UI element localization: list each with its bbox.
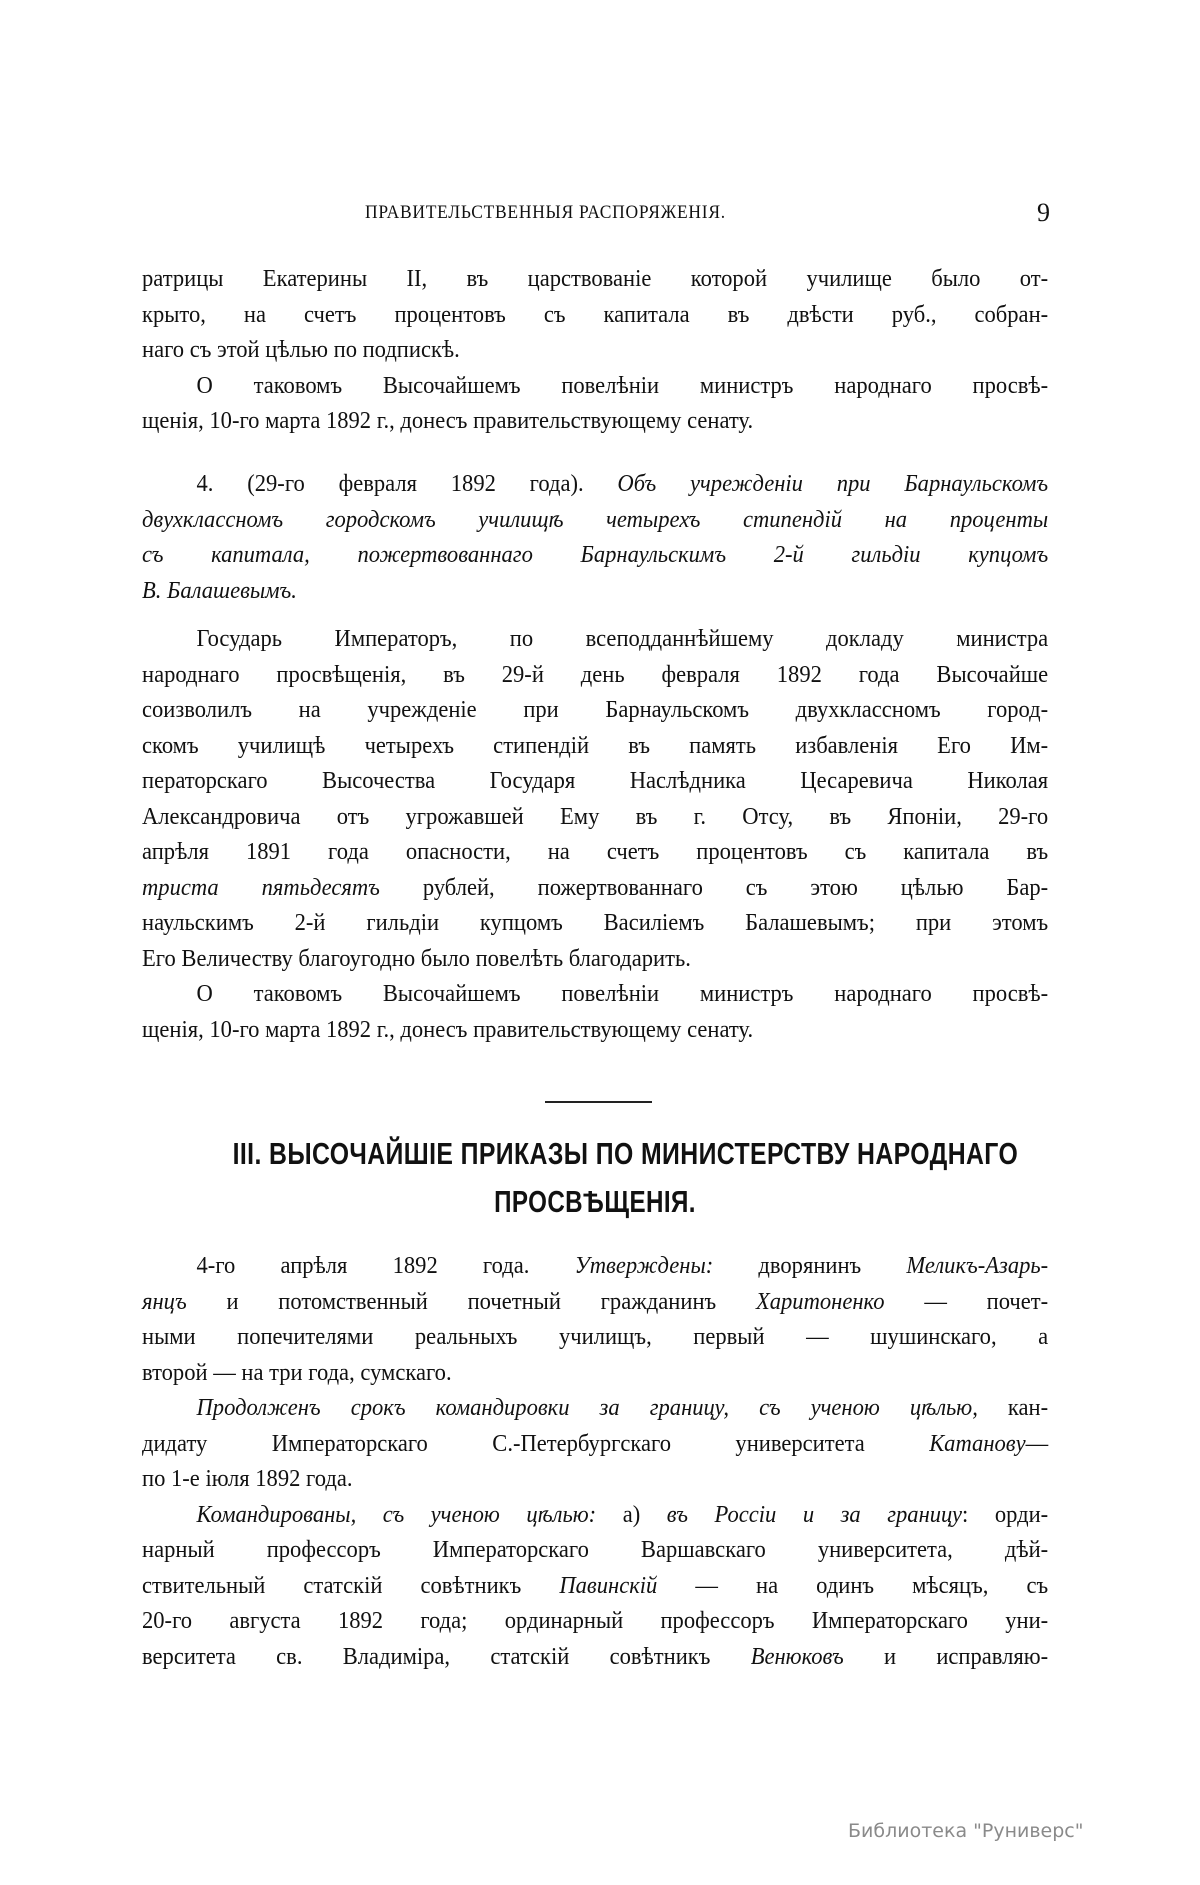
text-line: [142, 538, 1048, 574]
text-line: [142, 1320, 1048, 1356]
section-heading-line-1: III. ВЫСОЧАЙШІЕ ПРИКАЗЫ ПО МИНИСТЕРСТВУ НАРОДНАГО: [232, 1136, 1019, 1171]
text-line: [142, 404, 1048, 440]
text-segment: ператорскаго Высочества Государя Наслѣдника Цесаревича Николая: [142, 768, 1049, 794]
text-segment: —: [1025, 1430, 1049, 1457]
text-segment: нарный профессоръ Императорскаго Варшавскаго университета, дѣй-: [142, 1537, 1049, 1563]
text-line: [142, 729, 1048, 765]
text-segment: 4-го апрѣля 1892 года.: [196, 1253, 575, 1279]
text-line: [142, 871, 1048, 907]
text-line: [142, 1498, 1048, 1534]
italic-text-segment: янцъ: [142, 1288, 187, 1315]
italic-text-segment: Катанову: [929, 1430, 1026, 1457]
text-segment: — на одинъ мѣсяцъ, съ: [657, 1572, 1049, 1599]
italic-text-segment: триста пятьдесятъ: [142, 874, 380, 901]
section-heading-line-2: ПРОСВѢЩЕНІЯ.: [494, 1184, 696, 1219]
text-line: [142, 1604, 1048, 1640]
text-line: [142, 1640, 1048, 1676]
text-line: [142, 1356, 1048, 1392]
text-segment: кан-: [977, 1395, 1049, 1421]
section-separator: [545, 1101, 652, 1103]
text-segment: ратрицы Екатерины II, въ царствованіе которой училище было от-: [142, 266, 1049, 292]
text-line: [142, 574, 1048, 610]
text-line: [142, 1391, 1048, 1427]
text-segment: по 1-е іюля 1892 года.: [142, 1466, 353, 1492]
text-line: [142, 977, 1048, 1013]
text-segment: Государь Императоръ, по всеподданнѣйшему докладу министра: [196, 626, 1049, 652]
text-line: [142, 658, 1048, 694]
italic-text-segment: В. Балашевымъ.: [142, 577, 297, 604]
text-segment: дворянинъ: [713, 1253, 907, 1279]
library-watermark: Библиотека "Руниверс": [848, 1820, 1084, 1842]
text-line: [142, 800, 1048, 836]
italic-text-segment: Объ учрежденіи при Барнаульскомъ: [617, 471, 1049, 497]
text-segment: верситета св. Владиміра, статскій совѣтникъ: [142, 1643, 751, 1670]
italic-text-segment: Утверждены:: [574, 1253, 714, 1279]
text-line: [142, 1427, 1048, 1463]
text-segment: ствительный статскій совѣтникъ: [142, 1572, 560, 1599]
italic-text-segment: Харитоненко: [755, 1288, 885, 1315]
text-segment: О таковомъ Высочайшемъ повелѣніи министръ народнаго просвѣ-: [196, 981, 1049, 1007]
text-line: [142, 906, 1048, 942]
text-segment: дидату Императорскаго С.-Петербургскаго университета: [142, 1430, 930, 1457]
orders-paragraphs: [142, 1249, 1048, 1675]
text-line: [142, 1249, 1048, 1285]
text-segment: второй — на три года, сумскаго.: [142, 1359, 452, 1386]
text-segment: Его Величеству благоугодно было повелѣть благодарить.: [142, 945, 691, 972]
text-segment: апрѣля 1891 года опасности, на счетъ процентовъ съ капитала въ: [142, 839, 1049, 865]
paragraph-continuation: [142, 262, 1048, 440]
italic-text-segment: Меликъ-Азарь-: [906, 1253, 1049, 1279]
text-segment: крыто, на счетъ процентовъ съ капитала въ двѣсти руб., собран-: [142, 301, 1049, 328]
text-segment: скомъ училищѣ четырехъ стипендій въ память избавленія Его Им-: [142, 732, 1049, 759]
italic-text-segment: въ Россіи и за границу: [666, 1501, 963, 1528]
text-line: [142, 1533, 1048, 1569]
text-segment: и исправляю-: [843, 1643, 1049, 1670]
text-line: [142, 467, 1048, 503]
text-line: [142, 835, 1048, 871]
text-line: [142, 942, 1048, 978]
section-heading: [142, 1130, 1048, 1226]
decree-paragraph: [142, 622, 1048, 1048]
text-segment: О таковомъ Высочайшемъ повелѣніи министръ народнаго просвѣ-: [196, 372, 1049, 399]
text-line: [142, 622, 1048, 658]
text-line: [142, 693, 1048, 729]
text-segment: — почет-: [884, 1288, 1049, 1315]
text-segment: соизволилъ на учрежденіе при Барнаульскомъ двухклассномъ город-: [142, 697, 1049, 723]
text-line: [142, 333, 1048, 369]
text-segment: и потомственный почетный гражданинъ: [186, 1288, 756, 1315]
text-segment: 20-го августа 1892 года; ординарный профессоръ Императорскаго уни-: [142, 1608, 1049, 1634]
italic-text-segment: Венюковъ: [750, 1643, 844, 1670]
running-title: ПРАВИТЕЛЬСТВЕННЫЯ РАСПОРЯЖЕНІЯ.: [365, 202, 726, 223]
italic-text-segment: двухклассномъ городскомъ училищѣ четырехъ стипендій на проценты: [142, 506, 1049, 533]
text-line: [142, 1462, 1048, 1498]
text-line: [142, 1013, 1048, 1049]
text-line: [142, 298, 1048, 334]
text-line: [142, 369, 1048, 405]
text-segment: а): [596, 1501, 667, 1528]
text-segment: щенія, 10-го марта 1892 г., донесъ правительствующему сенату.: [142, 1016, 754, 1043]
page-number: 9: [1037, 198, 1050, 227]
text-line: [142, 764, 1048, 800]
text-segment: рублей, пожертвованнаго съ этою цѣлью Бар-: [379, 874, 1049, 901]
text-line: [142, 1285, 1048, 1321]
running-head: [140, 198, 1050, 228]
italic-text-segment: Продолженъ срокъ командировки за границу, съ ученою цѣлью,: [196, 1395, 978, 1421]
text-segment: народнаго просвѣщенія, въ 29-й день февраля 1892 года Высочайше: [142, 661, 1049, 688]
text-line: [142, 503, 1048, 539]
text-line: [142, 1569, 1048, 1605]
text-segment: наульскимъ 2-й гильдіи купцомъ Василіемъ Балашевымъ; при этомъ: [142, 910, 1049, 936]
italic-text-segment: Командированы, съ ученою цѣлью:: [196, 1501, 597, 1528]
text-segment: щенія, 10-го марта 1892 г., донесъ правительствующему сенату.: [142, 408, 754, 434]
text-segment: 4. (29-го февраля 1892 года).: [196, 471, 618, 497]
item-4-title: [142, 467, 1048, 609]
text-segment: : орди-: [962, 1501, 1049, 1528]
text-segment: ными попечителями реальныхъ училищъ, первый — шушинскаго, а: [142, 1324, 1049, 1350]
italic-text-segment: съ капитала, пожертвованнаго Барнаульскимъ 2-й гильдіи купцомъ: [142, 542, 1049, 568]
text-line: [142, 262, 1048, 298]
italic-text-segment: Павинскій: [559, 1572, 658, 1599]
text-segment: наго съ этой цѣлью по подпискѣ.: [142, 337, 460, 363]
text-segment: Александровича отъ угрожавшей Ему въ г. Отсу, въ Японіи, 29-го: [142, 803, 1049, 830]
